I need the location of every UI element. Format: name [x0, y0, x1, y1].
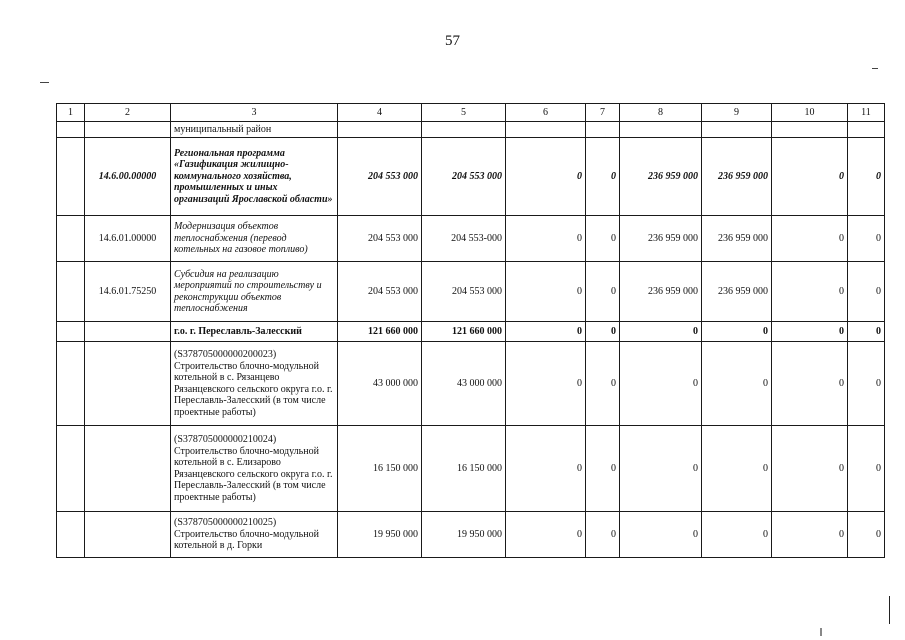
value-cell — [586, 122, 620, 138]
table-row — [57, 262, 885, 322]
value-cell: 0 — [848, 426, 885, 512]
value-cell: 0 — [506, 426, 586, 512]
value-cell — [702, 122, 772, 138]
value-cell: 204 553 000 — [338, 262, 422, 322]
value-cell: 0 — [506, 342, 586, 426]
column-header: 7 — [586, 104, 620, 122]
value-cell: 0 — [772, 262, 848, 322]
value-cell: 0 — [506, 322, 586, 342]
budget-code-cell — [85, 426, 171, 512]
value-cell: 0 — [586, 138, 620, 216]
value-cell: 0 — [586, 342, 620, 426]
value-cell: 43 000 000 — [338, 342, 422, 426]
value-cell: 0 — [772, 512, 848, 558]
header-row — [57, 104, 885, 122]
row-number-cell — [57, 342, 85, 426]
row-number-cell — [57, 426, 85, 512]
page-number: 57 — [445, 33, 460, 49]
table-row — [57, 512, 885, 558]
budget-code-cell — [85, 122, 171, 138]
budget-code-cell: 14.6.01.00000 — [85, 216, 171, 262]
value-cell: 0 — [586, 426, 620, 512]
value-cell: 0 — [506, 216, 586, 262]
value-cell: 16 150 000 — [338, 426, 422, 512]
column-header: 3 — [171, 104, 338, 122]
value-cell: 19 950 000 — [338, 512, 422, 558]
column-header: 1 — [57, 104, 85, 122]
table-row — [57, 216, 885, 262]
item-name-cell: (S378705000000210025) Строительство блочно-модульной котельной в д. Горки — [171, 512, 338, 558]
value-cell: 121 660 000 — [422, 322, 506, 342]
value-cell — [422, 122, 506, 138]
item-name-cell: Субсидия на реализацию мероприятий по строительству и реконструкции объектов теплоснабжения — [171, 262, 338, 322]
column-header: 2 — [85, 104, 171, 122]
value-cell — [338, 122, 422, 138]
table-row — [57, 342, 885, 426]
budget-table — [56, 103, 885, 558]
value-cell: 19 950 000 — [422, 512, 506, 558]
value-cell: 0 — [506, 512, 586, 558]
value-cell: 236 959 000 — [702, 262, 772, 322]
value-cell — [506, 122, 586, 138]
value-cell: 204 553 000 — [422, 262, 506, 322]
table-body — [57, 122, 885, 558]
budget-code-cell: 14.6.00.00000 — [85, 138, 171, 216]
value-cell: 0 — [620, 322, 702, 342]
column-header: 10 — [772, 104, 848, 122]
value-cell: 0 — [848, 342, 885, 426]
value-cell: 0 — [586, 512, 620, 558]
value-cell: 236 959 000 — [702, 216, 772, 262]
value-cell: 0 — [772, 138, 848, 216]
scan-mark — [820, 628, 822, 636]
value-cell: 0 — [702, 342, 772, 426]
value-cell: 0 — [586, 322, 620, 342]
row-number-cell — [57, 216, 85, 262]
margin-line — [889, 596, 890, 624]
item-name-cell: Модернизация объектов теплоснабжения (перевод котельных на газовое топливо) — [171, 216, 338, 262]
scan-mark — [872, 68, 878, 69]
value-cell: 0 — [848, 138, 885, 216]
budget-code-cell: 14.6.01.75250 — [85, 262, 171, 322]
column-header: 5 — [422, 104, 506, 122]
table-row — [57, 426, 885, 512]
value-cell: 0 — [848, 322, 885, 342]
value-cell: 204 553 000 — [338, 216, 422, 262]
column-header: 8 — [620, 104, 702, 122]
value-cell: 236 959 000 — [620, 262, 702, 322]
value-cell: 0 — [620, 512, 702, 558]
value-cell: 204 553 000 — [338, 138, 422, 216]
item-name-cell: г.о. г. Переславль-Залесский — [171, 322, 338, 342]
value-cell: 236 959 000 — [620, 216, 702, 262]
value-cell: 43 000 000 — [422, 342, 506, 426]
scan-mark — [40, 82, 49, 83]
value-cell: 0 — [772, 426, 848, 512]
value-cell: 0 — [702, 512, 772, 558]
item-name-cell: муниципальный район — [171, 122, 338, 138]
value-cell: 0 — [506, 138, 586, 216]
value-cell: 0 — [848, 262, 885, 322]
value-cell: 204 553 000 — [422, 138, 506, 216]
value-cell: 0 — [848, 216, 885, 262]
item-name-cell: (S378705000000210024) Строительство блочно-модульной котельной в с. Елизарово Рязанцевского сельского округа г.о. г. Переславль-Залесский (в том числе проектные работы) — [171, 426, 338, 512]
value-cell: 0 — [772, 342, 848, 426]
item-name-cell: (S378705000000200023) Строительство блочно-модульной котельной в с. Рязанцево Рязанцевского сельского округа г.о. г. Переславль-Залесский (в том числе проектные работы) — [171, 342, 338, 426]
column-header: 4 — [338, 104, 422, 122]
row-number-cell — [57, 262, 85, 322]
column-header: 6 — [506, 104, 586, 122]
budget-code-cell — [85, 322, 171, 342]
value-cell: 0 — [702, 426, 772, 512]
value-cell — [848, 122, 885, 138]
value-cell: 0 — [620, 426, 702, 512]
value-cell: 0 — [702, 322, 772, 342]
value-cell: 16 150 000 — [422, 426, 506, 512]
row-number-cell — [57, 322, 85, 342]
value-cell: 0 — [506, 262, 586, 322]
value-cell: 0 — [772, 216, 848, 262]
row-number-cell — [57, 512, 85, 558]
column-header: 11 — [848, 104, 885, 122]
table-row — [57, 122, 885, 138]
value-cell: 0 — [586, 216, 620, 262]
value-cell: 236 959 000 — [702, 138, 772, 216]
column-header: 9 — [702, 104, 772, 122]
budget-code-cell — [85, 512, 171, 558]
value-cell: 236 959 000 — [620, 138, 702, 216]
table-row — [57, 138, 885, 216]
row-number-cell — [57, 122, 85, 138]
budget-code-cell — [85, 342, 171, 426]
value-cell — [772, 122, 848, 138]
value-cell — [620, 122, 702, 138]
value-cell: 121 660 000 — [338, 322, 422, 342]
item-name-cell: Региональная программа «Газификация жилищно-коммунального хозяйства, промышленных и иных организаций Ярославской области» — [171, 138, 338, 216]
value-cell: 204 553-000 — [422, 216, 506, 262]
row-number-cell — [57, 138, 85, 216]
value-cell: 0 — [620, 342, 702, 426]
value-cell: 0 — [772, 322, 848, 342]
value-cell: 0 — [586, 262, 620, 322]
table-row — [57, 322, 885, 342]
value-cell: 0 — [848, 512, 885, 558]
